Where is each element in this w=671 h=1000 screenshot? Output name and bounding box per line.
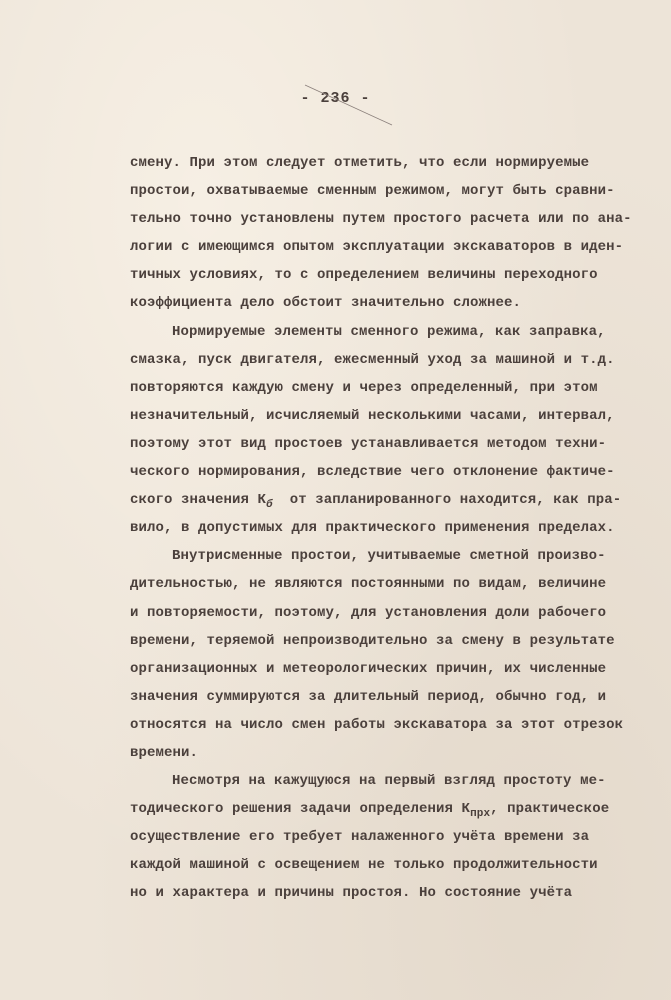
text-line: смазка, пуск двигателя, ежесменный уход за машиной и т.д. [130, 351, 615, 368]
text-line: повторяются каждую смену и через определенный, при этом [130, 379, 598, 396]
text-span: от запланированного находится, как пра- [272, 492, 622, 509]
text-line: Внутрисменные простои, учитываемые сметной произво- [172, 548, 606, 565]
text-line [130, 486, 630, 514]
text-line: поэтому этот вид простоев устанавливается методом техни- [130, 435, 607, 452]
subscript: прх [470, 808, 491, 821]
text-line: дительностью, не являются постоянными по видам, величине [130, 576, 607, 593]
text-line: осуществление его требует налаженного учёта времени за [130, 829, 590, 846]
text-line: но и характера и причины простоя. Но состояние учёта [130, 885, 573, 902]
text-span: тодического решения задачи определения К [130, 801, 471, 818]
text-line: времени, теряемой непроизводительно за смену в результате [130, 632, 615, 649]
text-line: логии с имеющимся опытом эксплуатации экскаваторов в иден- [130, 239, 624, 256]
text-line: ческого нормирования, вследствие чего отклонение фактиче- [130, 464, 615, 481]
text-line: и повторяемости, поэтому, для установления доли рабочего [130, 604, 607, 621]
text-line: тичных условиях, то с определением величины переходного [130, 267, 598, 284]
text-line: смену. При этом следует отметить, что если нормируемые [130, 155, 590, 171]
text-line: относятся на число смен работы экскаватора за этот отрезок [130, 716, 624, 733]
text-line: незначительный, исчисляемый несколькими часами, интервал, [130, 407, 615, 424]
text-line: коэффициента дело обстоит значительно сложнее. [130, 295, 522, 312]
document-body [130, 149, 630, 908]
text-line: вило, в допустимых для практического применения пределах. [130, 520, 615, 537]
pencil-mark [300, 80, 400, 130]
text-line: значения суммируются за длительный период, обычно год, и [130, 688, 607, 705]
page-number: - 236 - [300, 90, 371, 107]
text-line: организационных и метеорологических причин, их численные [130, 660, 607, 677]
text-line: простои, охватываемые сменным режимом, могут быть сравни- [130, 183, 615, 200]
subscript: б [266, 499, 273, 512]
text-line: времени. [130, 744, 199, 761]
text-line: Нормируемые элементы сменного режима, как заправка, [172, 323, 606, 340]
text-line: тельно точно установлены путем простого расчета или по ана- [130, 211, 632, 228]
text-line: каждой машиной с освещением не только продолжительности [130, 857, 598, 874]
text-span: , практическое [490, 801, 610, 818]
text-line [130, 795, 630, 823]
text-line: Несмотря на кажущуюся на первый взгляд простоту ме- [172, 773, 606, 790]
text-span: ского значения К [130, 492, 267, 509]
